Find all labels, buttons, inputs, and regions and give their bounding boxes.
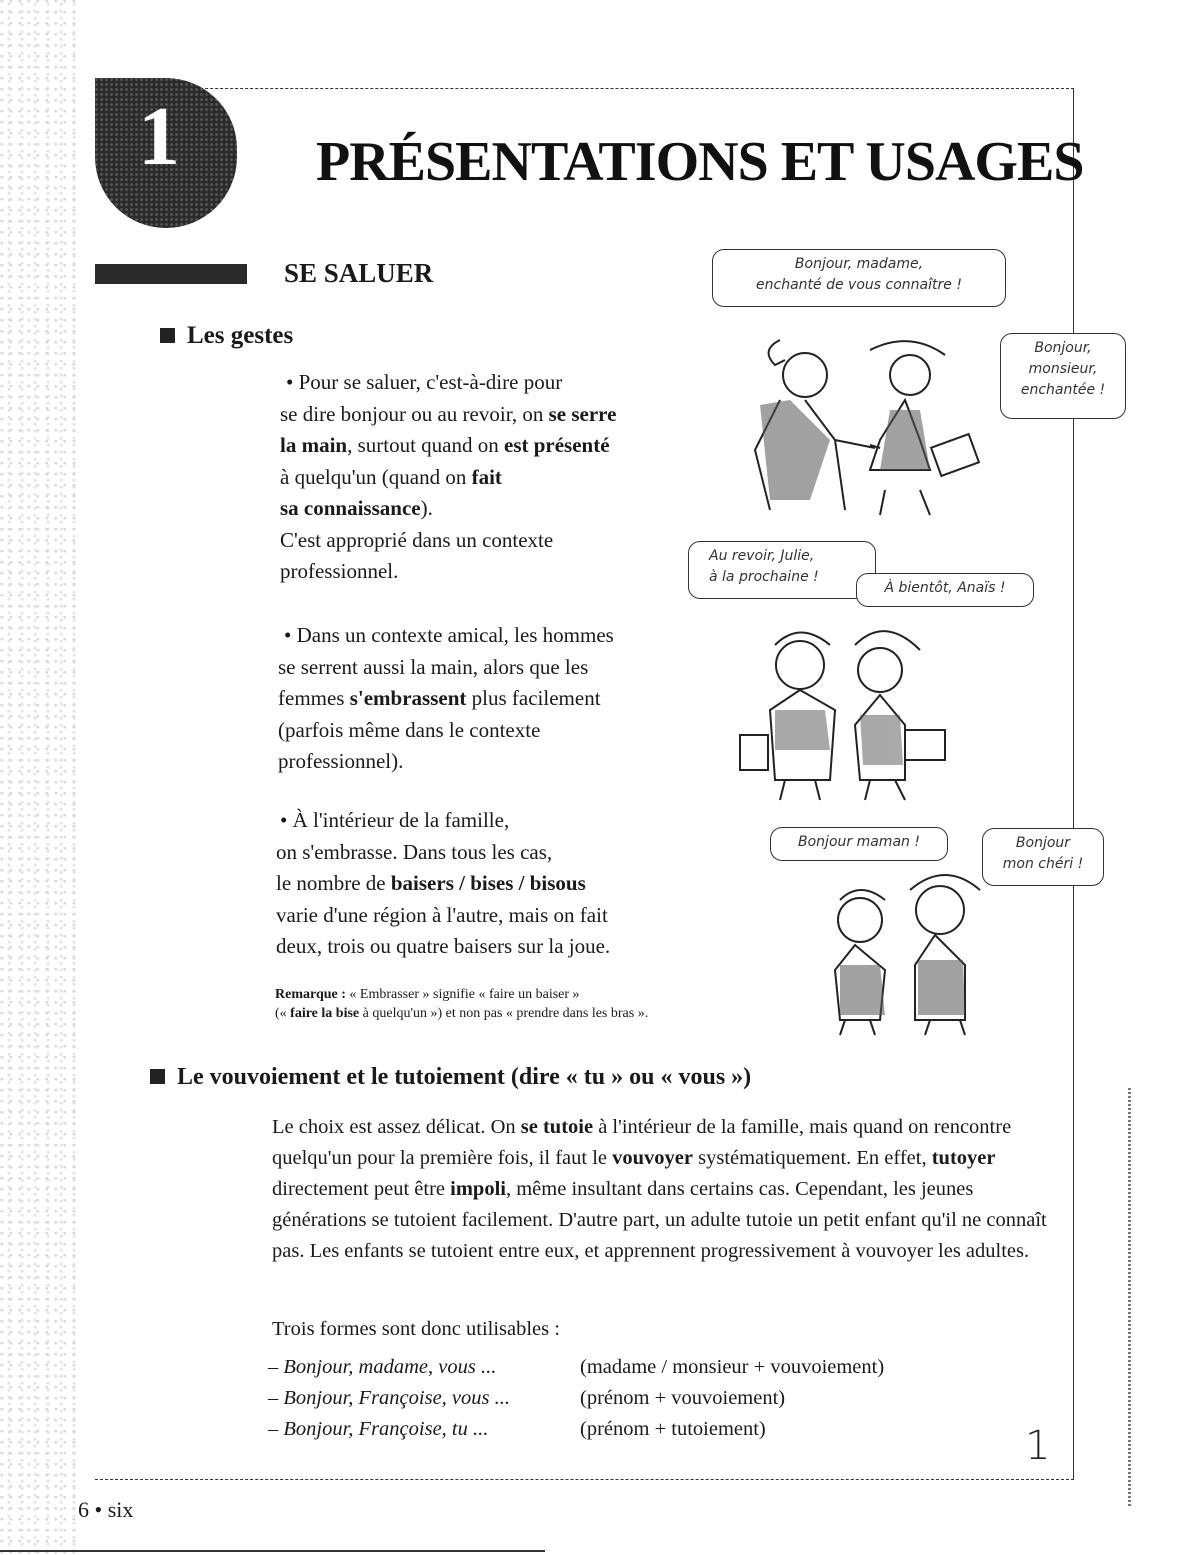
bold-term: s'embrassent (349, 686, 467, 710)
handbag (740, 735, 768, 770)
bullet-square-icon (150, 1069, 165, 1084)
mother-head (916, 886, 964, 934)
mother-dress (918, 960, 965, 1015)
bubble-text: monsieur, (1028, 361, 1098, 377)
bold-term: se tutoie (520, 1116, 594, 1138)
woman-legs (880, 490, 930, 515)
subsection-gestes-label: Les gestes (187, 322, 294, 349)
woman1-legs (780, 780, 820, 800)
mother-legs (925, 1020, 965, 1035)
text-line: , surtout quand on (347, 433, 504, 457)
text-line: à quelqu'un (quand on (280, 464, 472, 489)
bold-term: impoli (450, 1178, 506, 1200)
bubble-text: Bonjour maman ! (798, 834, 920, 850)
bold-term: baisers / bises / bisous (390, 871, 586, 895)
text-line: deux, trois ou quatre baisers sur la joue. (276, 934, 611, 958)
list-item (268, 1352, 884, 1383)
folder (931, 434, 979, 476)
text-line: (« (275, 1006, 291, 1021)
man-head-outline (769, 340, 785, 365)
speech-bubble-2 (1000, 333, 1126, 419)
handshake-illustration (720, 320, 1010, 520)
speech-bubble-4 (856, 573, 1034, 607)
text-line: professionnel). (278, 749, 404, 773)
scan-edge-noise (0, 0, 78, 1555)
woman-hair (870, 341, 945, 355)
mother-hair (910, 875, 980, 890)
woman1-top (775, 710, 830, 750)
subsection-vouvoiement-label: Le vouvoiement et le tutoiement (dire « tu » ou « vous ») (177, 1064, 752, 1090)
text-line: ). (420, 496, 433, 520)
bubble-text: enchantée ! (1020, 382, 1106, 398)
bold-term: la main (280, 433, 348, 457)
text-line: femmes (278, 686, 350, 710)
man-head (783, 353, 827, 397)
form-note: (madame / monsieur + vouvoiement) (580, 1356, 885, 1378)
bubble-text: Bonjour (1015, 835, 1071, 851)
page-number: 6 • six (78, 1497, 134, 1522)
text-line: professionnel. (280, 559, 399, 583)
subsection-gestes-title (160, 322, 293, 350)
woman1-head (776, 641, 824, 689)
text-line: • À l'intérieur de la famille, (280, 808, 510, 832)
bold-term: vouvoyer (612, 1147, 693, 1169)
bubble-text: Bonjour, (1034, 340, 1092, 356)
forms-intro: Trois formes sont donc utilisables : (272, 1318, 560, 1340)
text-line: « Embrasser » signifie « faire un baiser » (345, 987, 580, 1002)
form-example: – Bonjour, Françoise, tu ... (268, 1418, 489, 1440)
speech-bubble-3 (688, 541, 876, 599)
remark-label: Remarque : (275, 987, 346, 1002)
text-line: le nombre de (276, 871, 391, 895)
child-shirt (840, 965, 885, 1015)
scan-margin-bar (1128, 1088, 1131, 1508)
woman2-legs (865, 780, 905, 800)
bold-term: sa connaissance (280, 496, 421, 520)
chapter-number: 1 (138, 90, 180, 183)
section-bar (95, 264, 247, 284)
paragraph-vouvoiement (272, 1112, 1062, 1267)
woman1-hair (775, 633, 830, 646)
text-run: à l'intérieur de la famille, mais quand on rencontre quelqu'un pour la première fois, il faut le (272, 1116, 1012, 1169)
speech-bubble-1 (712, 249, 1006, 307)
bubble-text: Au revoir, Julie, (709, 548, 815, 564)
text-line: se serrent aussi la main, alors que les (278, 654, 589, 679)
woman2-top (860, 715, 903, 765)
child-legs (840, 1020, 875, 1035)
remark-note (275, 985, 648, 1023)
speech-bubble-5 (770, 827, 948, 861)
text-run: systématiquement. En effet, (693, 1147, 932, 1169)
man-arm (835, 440, 875, 448)
bubble-text: enchanté de vous connaître ! (756, 277, 962, 293)
forms-list (268, 1352, 884, 1445)
woman-head (890, 355, 930, 395)
corner-handwritten-mark: 1 (1025, 1423, 1051, 1469)
text-line: (parfois même dans le contexte (278, 717, 541, 742)
text-line: varie d'une région à l'autre, mais on fait (276, 902, 608, 927)
bullet-square-icon (160, 328, 175, 343)
paragraph-gestes-1 (280, 367, 616, 588)
briefcase (905, 730, 945, 760)
section-title: SE SALUER (284, 258, 434, 288)
text-run: , même insultant dans certains cas. Cependant, les jeunes générations se tutoient facilement. D'autre part, un adulte tutoie un petit enfant qu'il ne connaît pas. Les enfants se tutoient entre eux, et apprennent progressivement à vouvoyer les adultes. (272, 1178, 1047, 1262)
bold-term: est présenté (504, 433, 610, 457)
woman2-hair (855, 631, 920, 650)
text-line: se dire bonjour ou au revoir, on (280, 401, 549, 426)
friends-illustration (730, 615, 960, 805)
bold-term: se serre (548, 401, 617, 426)
man-suit (760, 400, 830, 500)
bold-term: faire la bise (290, 1006, 360, 1021)
text-run: Le choix est assez délicat. On (272, 1116, 521, 1138)
form-example: – Bonjour, madame, vous ... (268, 1356, 497, 1378)
bold-term: fait (471, 464, 502, 489)
text-line: • Dans un contexte amical, les hommes (284, 623, 614, 647)
child-head (838, 898, 882, 942)
list-item (268, 1383, 884, 1414)
bubble-text: Bonjour, madame, (794, 256, 924, 272)
text-line: à quelqu'un ») et non pas « prendre dans les bras ». (359, 1006, 649, 1021)
text-line: • Pour se saluer, c'est-à-dire pour (286, 370, 563, 394)
subsection-vouvoiement-title (150, 1064, 751, 1091)
form-note: (prénom + tutoiement) (580, 1418, 766, 1440)
bubble-text: À bientôt, Anaïs ! (884, 580, 1006, 596)
text-line: C'est approprié dans un contexte (280, 527, 554, 552)
paragraph-gestes-2 (278, 620, 614, 778)
paragraph-gestes-3 (276, 805, 610, 963)
text-line: plus facilement (466, 686, 601, 710)
mother-child-illustration (800, 870, 1020, 1040)
page-title: PRÉSENTATIONS ET USAGES (316, 131, 1084, 193)
text-run: directement peut être (272, 1178, 451, 1200)
woman-jacket (880, 410, 930, 470)
form-note: (prénom + vouvoiement) (580, 1387, 786, 1409)
bubble-text: mon chéri ! (1002, 856, 1084, 872)
bottom-rule (0, 1550, 545, 1552)
list-item (268, 1414, 884, 1445)
bold-term: tutoyer (931, 1147, 996, 1169)
form-example: – Bonjour, Françoise, vous ... (268, 1387, 510, 1409)
text-line: on s'embrasse. Dans tous les cas, (276, 839, 553, 864)
woman2-head (858, 648, 902, 692)
bubble-text: à la prochaine ! (709, 569, 819, 585)
